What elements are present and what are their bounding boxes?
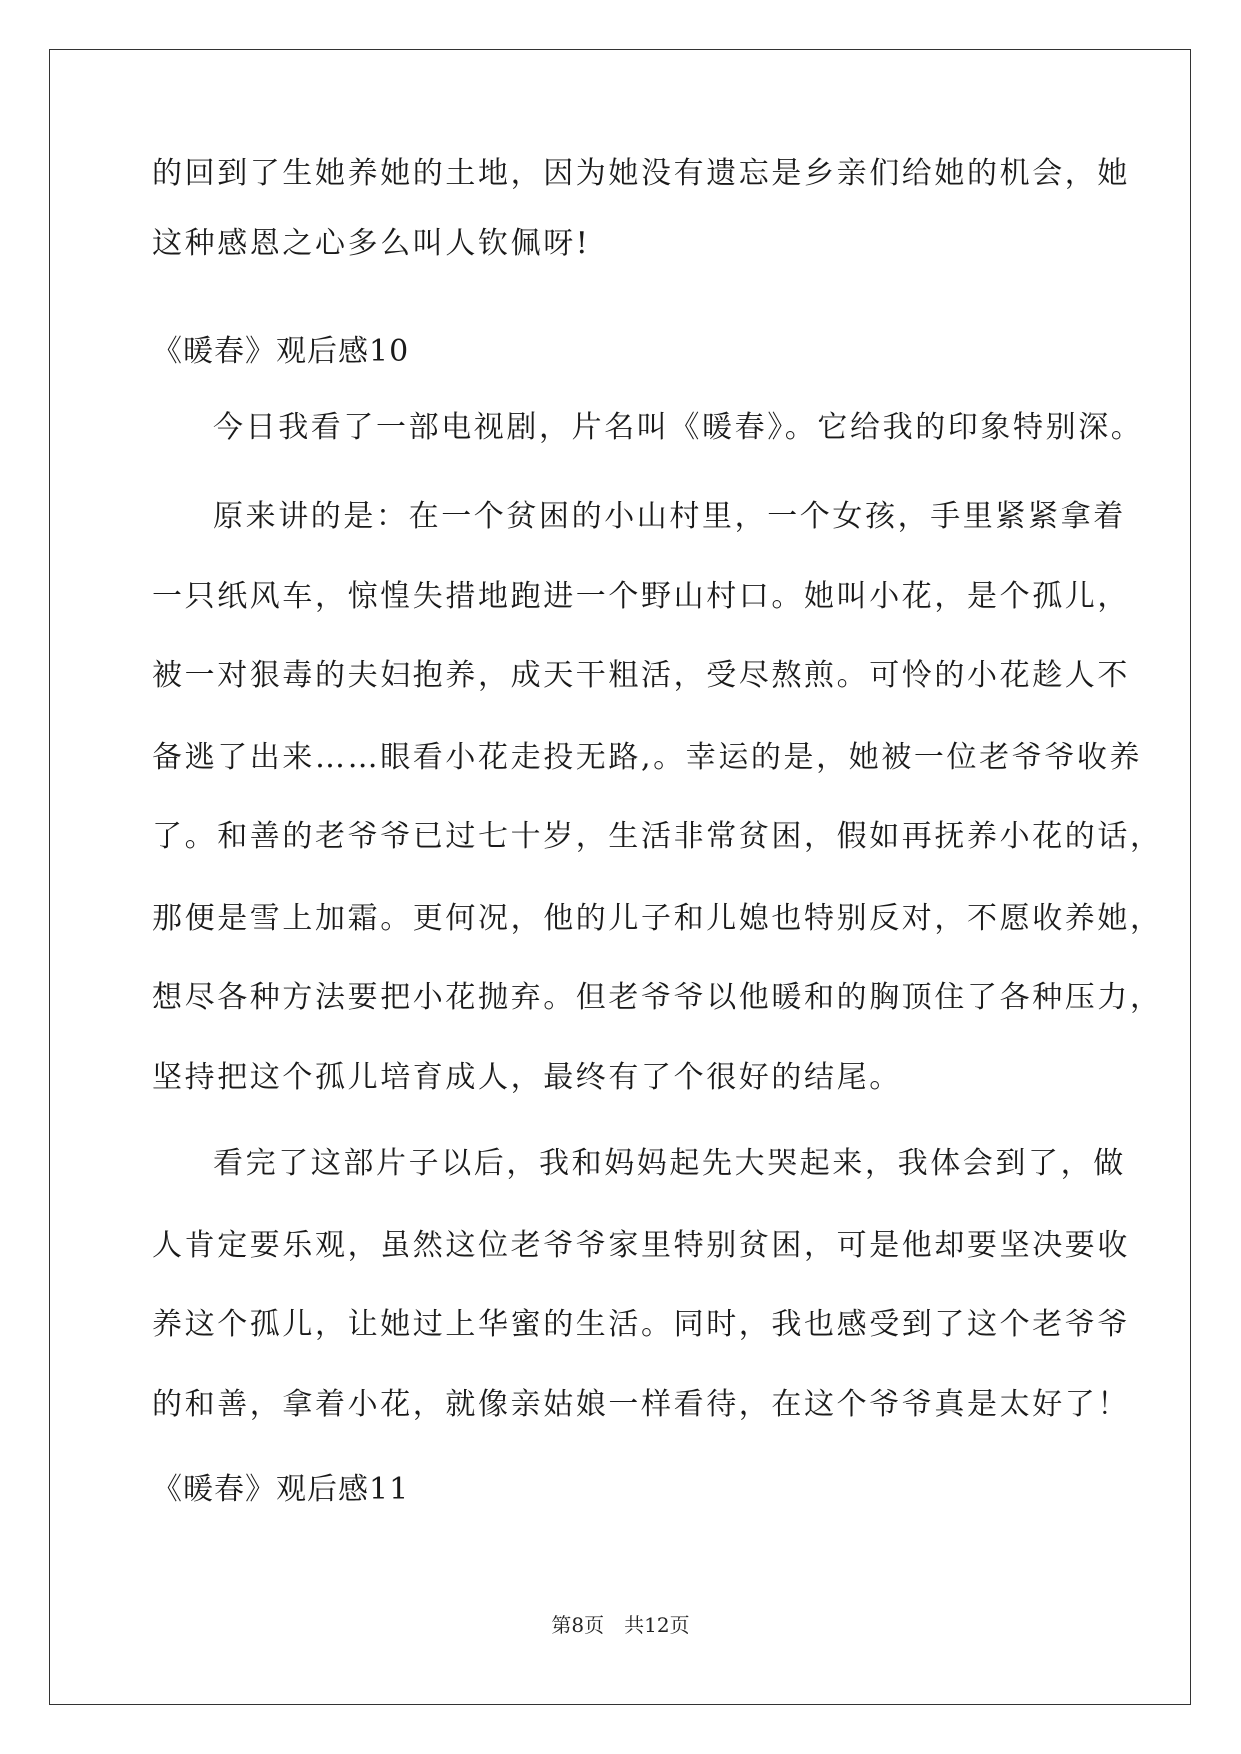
- body-text-line: 的回到了生她养她的土地，因为她没有遗忘是乡亲们给她的机会，她: [152, 156, 1130, 191]
- body-text-line: 被一对狠毒的夫妇抱养，成天干粗活，受尽熬煎。可怜的小花趁人不: [152, 658, 1130, 693]
- body-text-line: 原来讲的是：在一个贫困的小山村里，一个女孩，手里紧紧拿着: [213, 499, 1126, 534]
- section-heading: 《暖春》观后感11: [152, 1472, 410, 1507]
- body-text-line: 了。和善的老爷爷已过七十岁，生活非常贫困，假如再抚养小花的话，: [152, 819, 1163, 854]
- body-text-line: 的和善，拿着小花，就像亲姑娘一样看待，在这个爷爷真是太好了！: [152, 1387, 1130, 1422]
- body-text-line: 养这个孤儿，让她过上华蜜的生活。同时，我也感受到了这个老爷爷: [152, 1307, 1130, 1342]
- section-heading: 《暖春》观后感10: [152, 334, 410, 369]
- body-text-line: 看完了这部片子以后，我和妈妈起先大哭起来，我体会到了，做: [213, 1146, 1126, 1181]
- body-text-line: 备逃了出来……眼看小花走投无路,。幸运的是，她被一位老爷爷收养: [152, 740, 1143, 775]
- body-text-line: 这种感恩之心多么叫人钦佩呀!: [152, 226, 591, 261]
- body-text-line: 一只纸风车，惊惶失措地跑进一个野山村口。她叫小花，是个孤儿，: [152, 579, 1130, 614]
- body-text-line: 想尽各种方法要把小花抛弃。但老爷爷以他暖和的胸顶住了各种压力，: [152, 980, 1163, 1015]
- body-text-line: 人肯定要乐观，虽然这位老爷爷家里特别贫困，可是他却要坚决要收: [152, 1228, 1130, 1263]
- body-text-line: 那便是雪上加霜。更何况，他的儿子和儿媳也特别反对，不愿收养她，: [152, 901, 1163, 936]
- page-indicator: 第8页 共12页: [551, 1613, 690, 1637]
- body-text-line: 今日我看了一部电视剧，片名叫《暖春》。它给我的印象特别深。: [213, 410, 1144, 445]
- page-border: [49, 49, 1191, 1705]
- body-text-line: 坚持把这个孤儿培育成人，最终有了个很好的结尾。: [152, 1060, 902, 1095]
